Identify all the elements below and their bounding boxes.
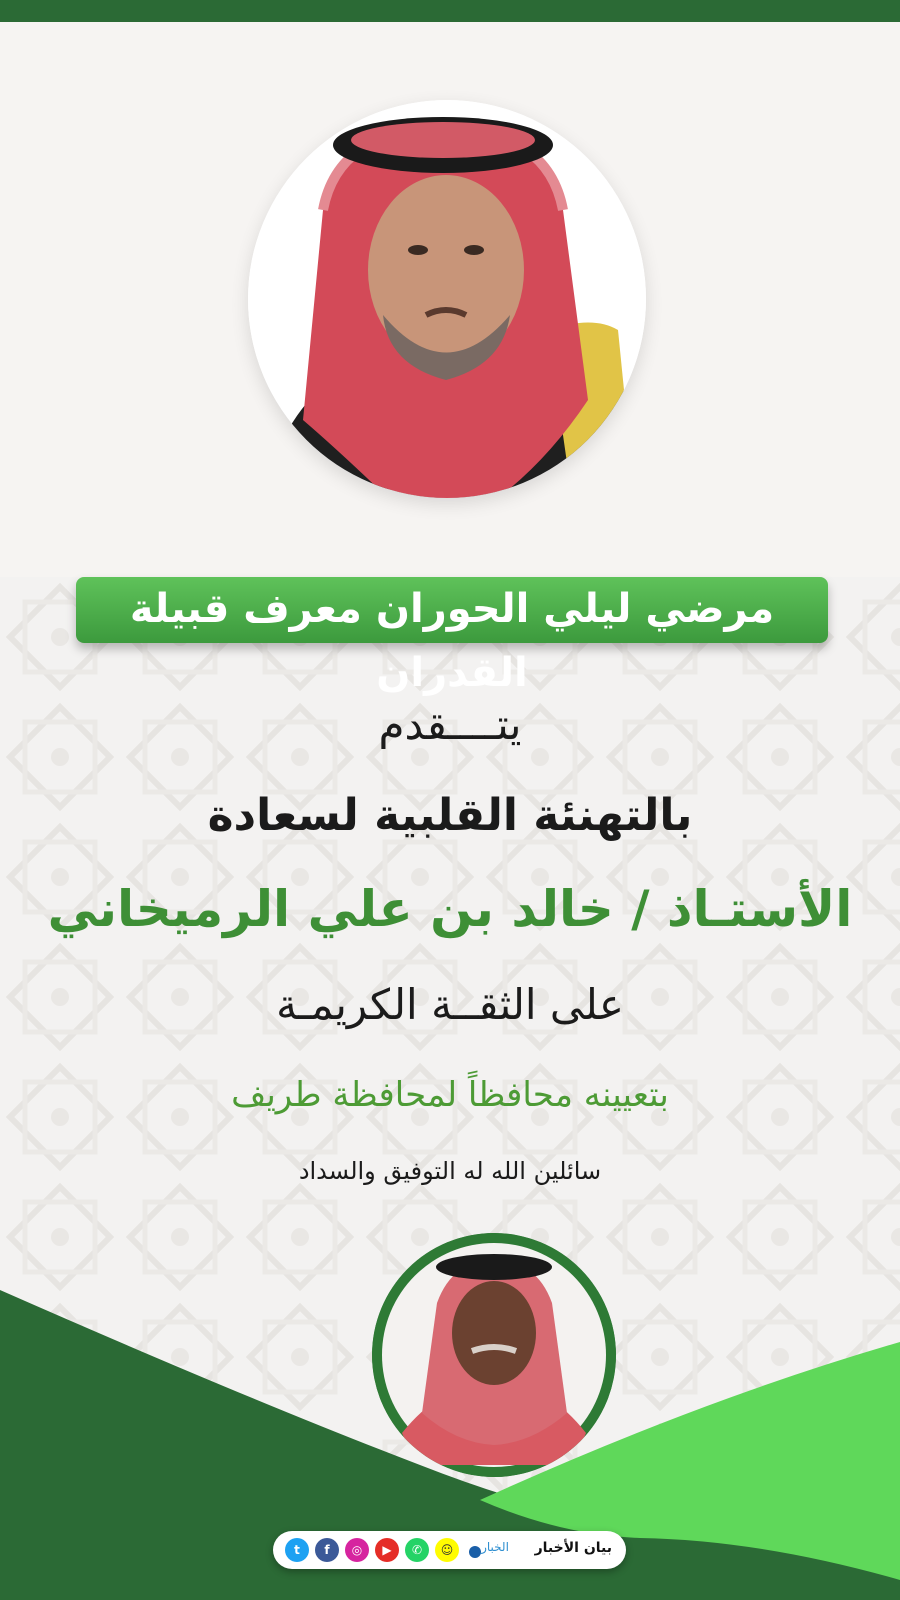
presents-text: يتــــقدم — [378, 700, 522, 749]
sender-portrait-photo — [372, 1233, 616, 1477]
twitter-icon[interactable]: t — [285, 1538, 309, 1562]
instagram-icon[interactable]: ◎ — [345, 1538, 369, 1562]
whatsapp-icon[interactable]: ✆ — [405, 1538, 429, 1562]
youtube-icon[interactable]: ▶ — [375, 1538, 399, 1562]
snapchat-icon[interactable]: ☺ — [435, 1538, 459, 1562]
svg-text:الخبار: الخبار — [481, 1540, 509, 1554]
recipient-name: الأستـاذ / خالد بن علي الرميخاني — [47, 880, 853, 938]
appointment-text: بتعيينه محافظاً لمحافظة طريف — [231, 1075, 669, 1115]
congratulation-text: بالتهنئة القلبية لسعادة — [207, 790, 693, 841]
facebook-icon[interactable]: f — [315, 1538, 339, 1562]
news-logo-icon — [465, 1535, 515, 1565]
sender-name-banner: مرضي ليلي الحوران معرف قبيلة القدران — [76, 577, 828, 643]
main-portrait-photo — [248, 100, 646, 498]
prayer-text: سائلين الله له التوفيق والسداد — [298, 1157, 602, 1185]
footer-bar — [273, 1531, 626, 1569]
top-bar — [0, 0, 900, 22]
trust-text: على الثقــة الكريمـة — [276, 980, 624, 1029]
brand-name: بيان الأخبار — [534, 1540, 612, 1556]
